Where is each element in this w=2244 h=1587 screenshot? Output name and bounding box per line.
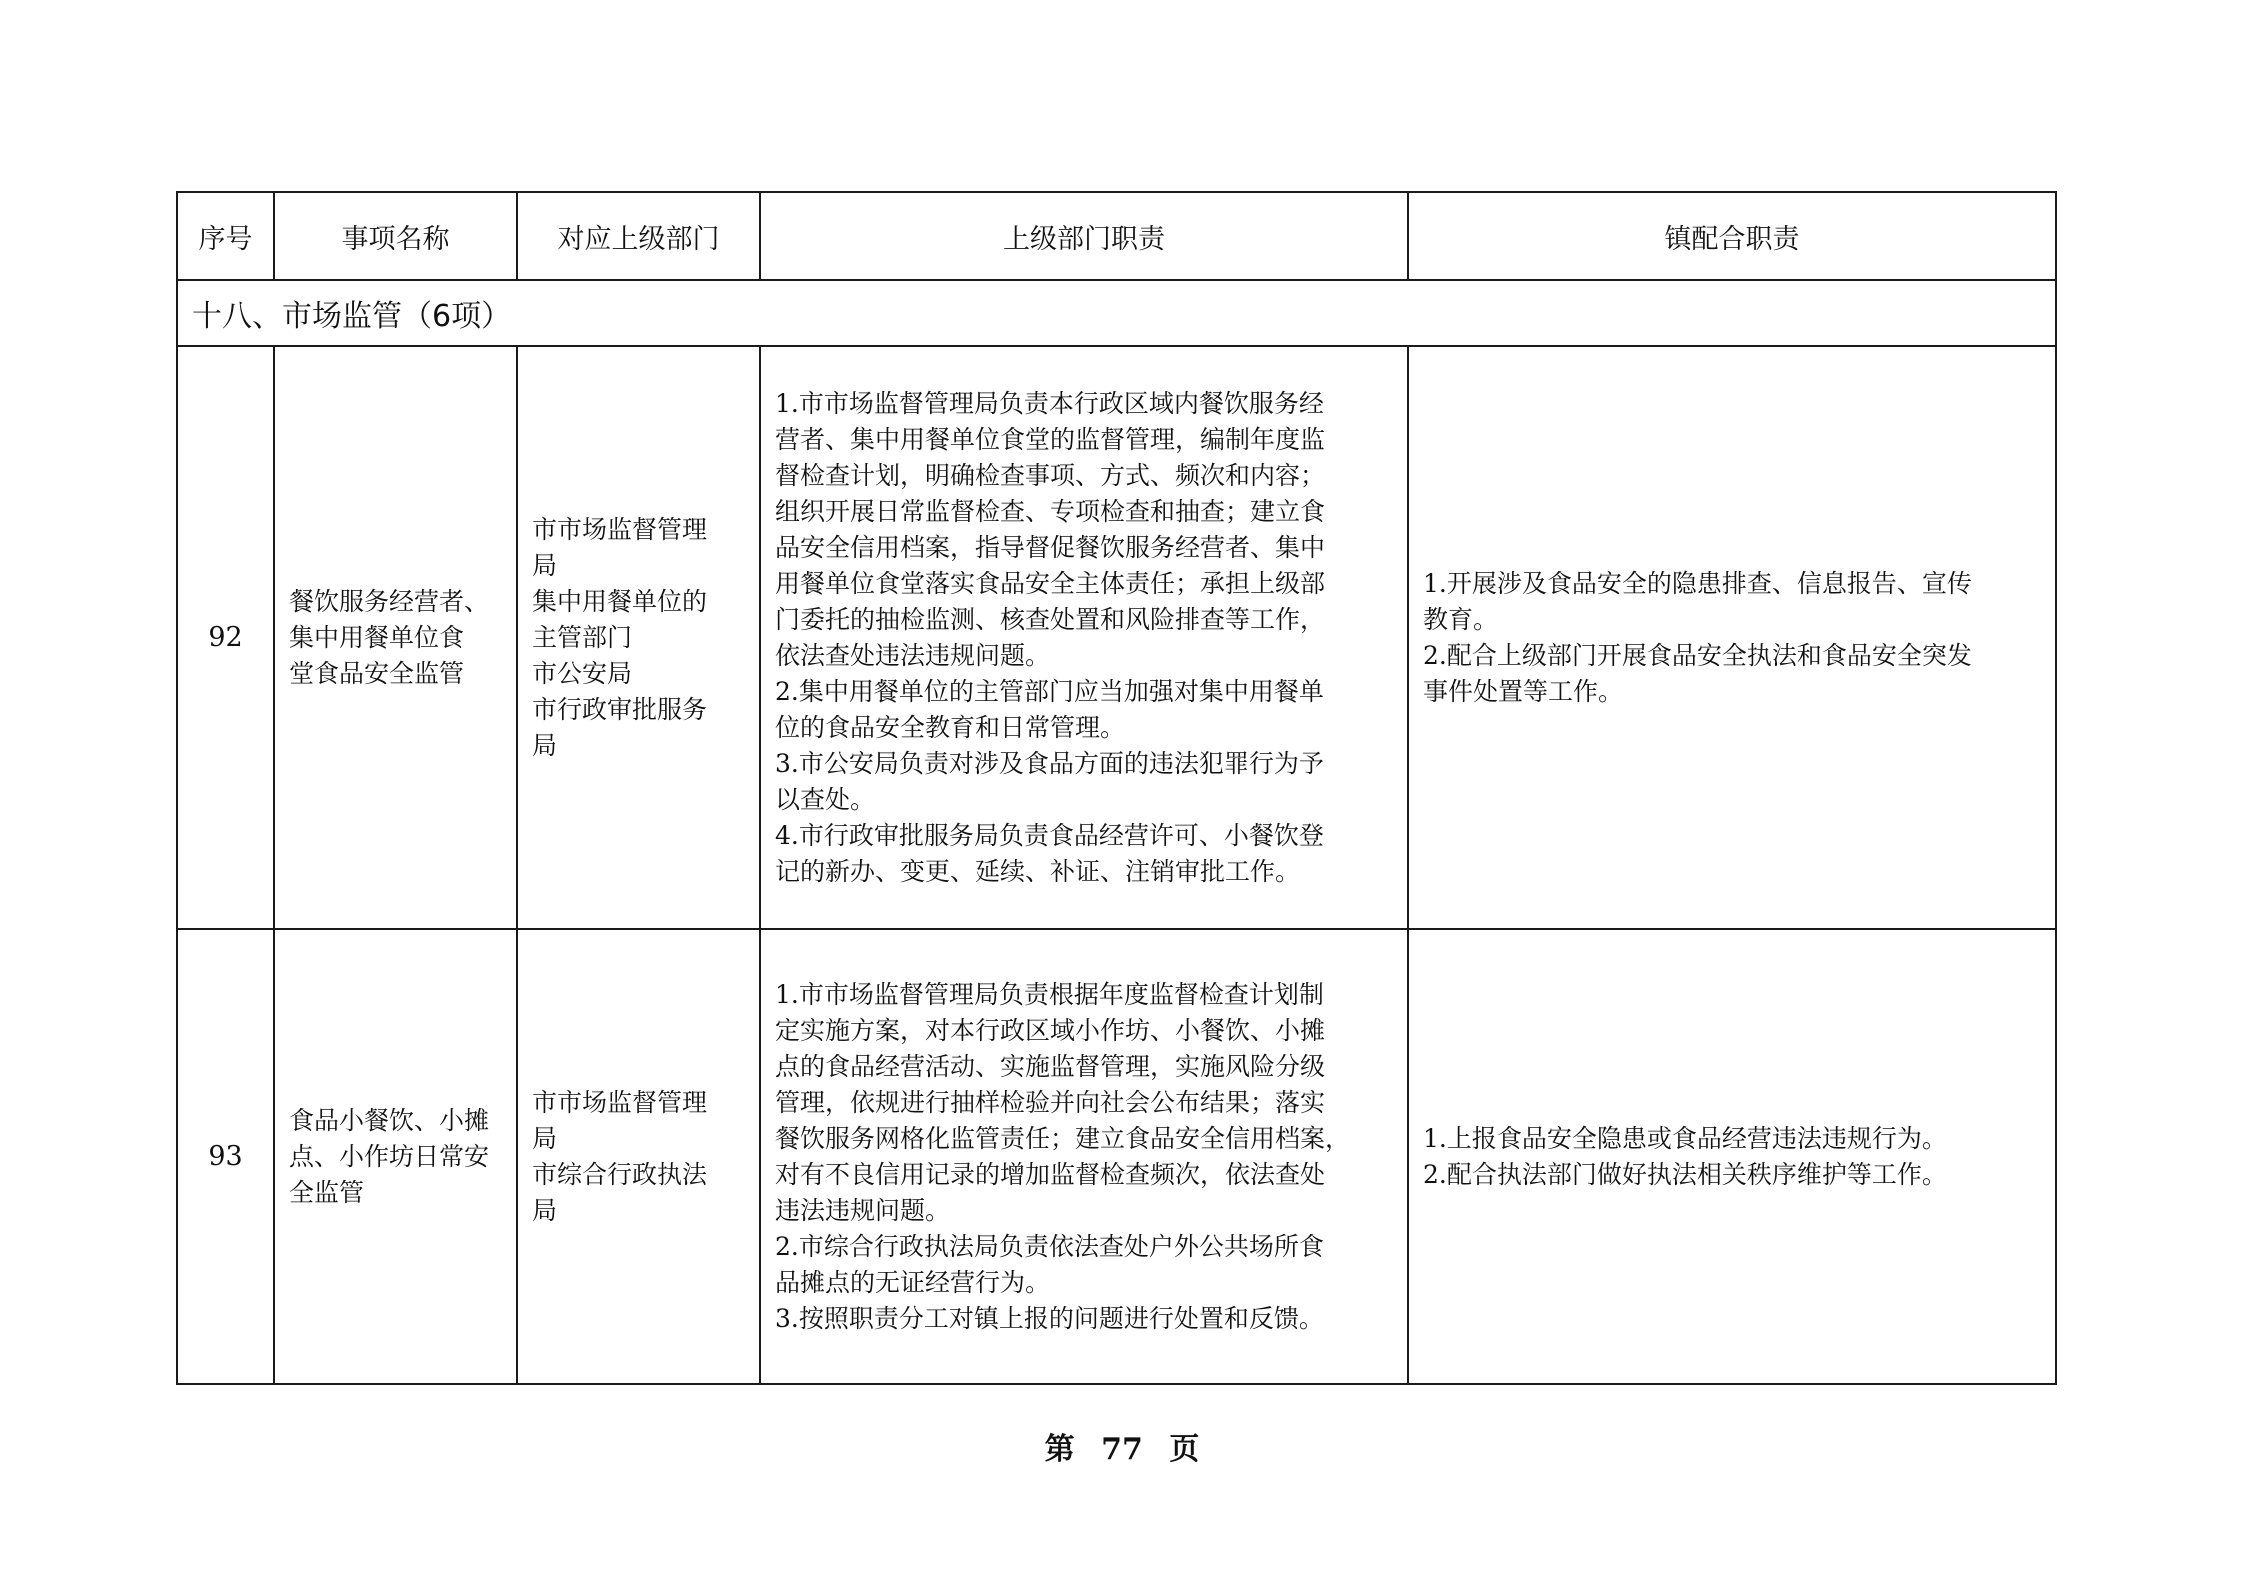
- town-duty-line: 事件处置等工作。: [1423, 676, 1624, 706]
- dept-line: 局: [532, 730, 558, 760]
- duty-line: 3.按照职责分工对镇上报的问题进行处置和反馈。: [775, 1303, 1324, 1333]
- header-item-name: 事项名称: [274, 192, 517, 280]
- duty-line: 组织开展日常监督检查、专项检查和抽查；建立食: [775, 496, 1326, 526]
- item-name-cell: [274, 346, 517, 929]
- duty-line: 违法违规问题。: [775, 1195, 951, 1225]
- row-number: 92: [177, 346, 274, 929]
- duty-line: 3.市公安局负责对涉及食品方面的违法犯罪行为予: [775, 748, 1324, 778]
- duty-line: 督检查计划，明确检查事项、方式、频次和内容；: [775, 460, 1326, 490]
- dept-line: 局: [532, 1123, 558, 1153]
- dept-line: 市综合行政执法: [532, 1159, 708, 1189]
- town-duty-line: 教育。: [1423, 604, 1499, 634]
- page-footer: [0, 1424, 2244, 1468]
- section-row: [177, 280, 2056, 346]
- section-title: 十八、市场监管（6项）: [177, 280, 2056, 346]
- item-name-line: 点、小作坊日常安: [289, 1141, 490, 1171]
- upper-duty-cell: [760, 929, 1408, 1384]
- row-number: 93: [177, 929, 274, 1384]
- duty-line: 位的食品安全教育和日常管理。: [775, 712, 1126, 742]
- duty-line: 门委托的抽检监测、核查处置和风险排查等工作，: [775, 604, 1326, 634]
- table-header-row: [177, 192, 2056, 280]
- duty-line: 点的食品经营活动、实施监督管理，实施风险分级: [775, 1051, 1326, 1081]
- duty-line: 管理，依规进行抽样检验并向社会公布结果；落实: [775, 1087, 1326, 1117]
- dept-line: 市市场监督管理: [532, 514, 708, 544]
- town-duty-line: 1.上报食品安全隐患或食品经营违法违规行为。: [1423, 1123, 1947, 1153]
- town-duty-cell: [1408, 929, 2056, 1384]
- upper-dept-cell: [517, 346, 760, 929]
- duty-line: 品摊点的无证经营行为。: [775, 1267, 1051, 1297]
- upper-dept-cell: [517, 929, 760, 1384]
- item-name-line: 全监管: [289, 1177, 365, 1207]
- item-name-line: 食品小餐饮、小摊: [289, 1105, 490, 1135]
- dept-line: 局: [532, 550, 558, 580]
- dept-line: 市行政审批服务: [532, 694, 708, 724]
- page-number: 77: [1101, 1432, 1143, 1467]
- footer-prefix: 第: [1044, 1432, 1075, 1467]
- duty-line: 4.市行政审批服务局负责食品经营许可、小餐饮登: [775, 820, 1324, 850]
- town-duty-cell: [1408, 346, 2056, 929]
- upper-duty-cell: [760, 346, 1408, 929]
- duty-line: 定实施方案，对本行政区域小作坊、小餐饮、小摊: [775, 1015, 1326, 1045]
- town-duty-line: 2.配合上级部门开展食品安全执法和食品安全突发: [1423, 640, 1972, 670]
- duty-line: 品安全信用档案，指导督促餐饮服务经营者、集中: [775, 532, 1326, 562]
- duty-line: 用餐单位食堂落实食品安全主体责任；承担上级部: [775, 568, 1326, 598]
- duty-line: 2.集中用餐单位的主管部门应当加强对集中用餐单: [775, 676, 1324, 706]
- dept-line: 市市场监督管理: [532, 1087, 708, 1117]
- duty-line: 2.市综合行政执法局负责依法查处户外公共场所食: [775, 1231, 1324, 1261]
- responsibility-table: [176, 191, 2057, 1385]
- duty-line: 对有不良信用记录的增加监督检查频次，依法查处: [775, 1159, 1326, 1189]
- item-name-line: 集中用餐单位食: [289, 622, 465, 652]
- item-name-cell: [274, 929, 517, 1384]
- header-town-duty: 镇配合职责: [1408, 192, 2056, 280]
- header-serial: 序号: [177, 192, 274, 280]
- duty-line: 1.市市场监督管理局负责本行政区域内餐饮服务经: [775, 388, 1324, 418]
- duty-line: 餐饮服务网格化监管责任；建立食品安全信用档案，: [775, 1123, 1351, 1153]
- header-upper-duty: 上级部门职责: [760, 192, 1408, 280]
- item-name-line: 餐饮服务经营者、: [289, 586, 490, 616]
- duty-line: 依法查处违法违规问题。: [775, 640, 1051, 670]
- dept-line: 市公安局: [532, 658, 633, 688]
- dept-line: 局: [532, 1195, 558, 1225]
- town-duty-line: 1.开展涉及食品安全的隐患排查、信息报告、宣传: [1423, 568, 1972, 598]
- duty-line: 营者、集中用餐单位食堂的监督管理，编制年度监: [775, 424, 1326, 454]
- table-row: [177, 929, 2056, 1384]
- footer-suffix: 页: [1169, 1432, 1200, 1467]
- duty-line: 记的新办、变更、延续、补证、注销审批工作。: [775, 856, 1301, 886]
- dept-line: 集中用餐单位的: [532, 586, 708, 616]
- duty-line: 以查处。: [775, 784, 876, 814]
- header-upper-dept: 对应上级部门: [517, 192, 760, 280]
- town-duty-line: 2.配合执法部门做好执法相关秩序维护等工作。: [1423, 1159, 1947, 1189]
- table-row: [177, 346, 2056, 929]
- dept-line: 主管部门: [532, 622, 633, 652]
- duty-line: 1.市市场监督管理局负责根据年度监督检查计划制: [775, 979, 1324, 1009]
- item-name-line: 堂食品安全监管: [289, 658, 465, 688]
